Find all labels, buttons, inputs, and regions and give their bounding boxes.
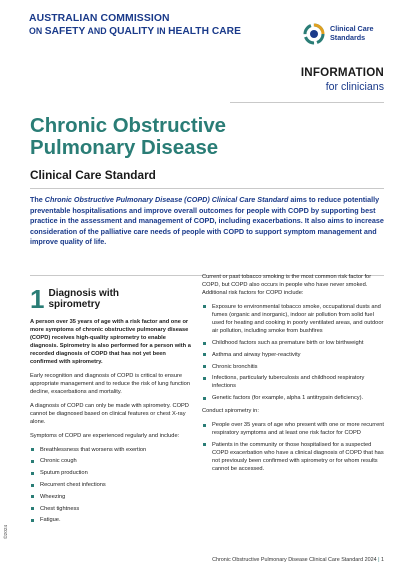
list-item: Childhood factors such as premature birth or low birthweight — [202, 339, 384, 347]
logo-line2: Standards — [330, 33, 366, 42]
intro-paragraph: The Chronic Obstructive Pulmonary Disease (COPD) Clinical Care Standard aims to reduce potentially preventable hospitalisations and improve overall outcomes for people with COPD by supporting best practice in the assessment and management of COPD, including exacerbations. It also aims to increase consideration of the palliative care needs of people with COPD to support symptom management and improve quality of life. — [30, 195, 384, 247]
quality-statement: A person over 35 years of age with a risk factor and one or more symptoms of chronic obstructive pulmonary disease (COPD) receives high-quality spirometry to enable diagnosis. Spirometry is also performed for a person with a recorded diagnosis of COPD that has not yet been confirmed with spirometry. — [30, 319, 191, 366]
footer-text: Chronic Obstructive Pulmonary Disease Clinical Care Standard 2024 — [212, 557, 377, 563]
standard-name: Chronic Obstructive Pulmonary Disease (COPD) Clinical Care Standard — [44, 195, 289, 204]
page-subtitle: Clinical Care Standard — [30, 168, 156, 182]
list-item: Wheezing — [30, 493, 193, 501]
page-title — [30, 115, 226, 159]
paragraph: Early recognition and diagnosis of COPD is critical to ensure appropriate management and to reduce the risk of lung function decline, exacerbations and mortality. — [30, 373, 190, 396]
page-title-line1: Chronic Obstructive — [30, 115, 227, 137]
divider — [30, 188, 384, 189]
org-name-line1: AUSTRALIAN COMMISSION — [29, 13, 170, 24]
for-clinicians-label: for clinicians — [325, 81, 384, 93]
list-item: Exposure to environmental tobacco smoke, occupational dusts and fumes (organic and inorganic), indoor air pollution from solid fuel used for heating and cooking in poorly ventilated areas, and outdoor air pollution, including smoke from bushfires — [202, 303, 384, 335]
audience-label — [301, 66, 384, 94]
footer-separator: | — [378, 557, 380, 563]
list-item: Chest tightness — [30, 505, 193, 513]
clinical-care-standards-logo-icon — [302, 22, 326, 46]
right-column — [202, 273, 384, 478]
list-item: Chronic bronchitis — [202, 363, 384, 371]
page-footer — [212, 557, 384, 563]
list-item: Patients in the community or those hospitalised for a suspected COPD exacerbation who have a clinical diagnosis of COPD that has not previously been confirmed with spirometry or for whom results cannot be accessed. — [202, 441, 384, 473]
org-name-line2: ON SAFETY AND QUALITY IN HEALTH CARE — [29, 26, 241, 37]
list-item: Sputum production — [30, 469, 193, 477]
conduct-spirometry-list — [202, 421, 384, 473]
paragraph: Current or past tobacco smoking is the most common risk factor for COPD, but COPD also occurs in people who have never smoked. Additional risk factors for COPD include: — [202, 274, 372, 297]
paragraph: A diagnosis of COPD can only be made with spirometry. COPD cannot be diagnosed based on clinical features or chest X-ray alone. — [30, 403, 189, 426]
page-title-line2: Pulmonary Disease — [30, 137, 219, 159]
list-item: Breathlessness that worsens with exertion — [30, 446, 193, 454]
paragraph: Symptoms of COPD are experienced regularly and include: — [30, 432, 180, 439]
section-heading — [30, 286, 119, 312]
risk-factors-list — [202, 303, 384, 402]
symptoms-list — [30, 446, 193, 525]
clinical-care-standards-logo — [302, 22, 374, 46]
page-number: 1 — [381, 557, 384, 563]
list-item: Infections, particularly tuberculosis and childhood respiratory infections — [202, 374, 384, 390]
list-item: Fatigue. — [30, 516, 193, 524]
list-item: People over 35 years of age who present with one or more recurrent respiratory symptoms and at least one risk factor for COPD — [202, 421, 384, 437]
left-column — [30, 318, 193, 529]
organisation-name — [29, 13, 241, 38]
divider — [230, 102, 384, 103]
paragraph: Conduct spirometry in: — [202, 408, 259, 415]
list-item: Recurrent chest infections — [30, 481, 193, 489]
publication-code: ©2024 — [4, 524, 9, 539]
section-number: 1 — [30, 284, 45, 314]
list-item: Chronic cough — [30, 457, 193, 465]
list-item: Asthma and airway hyper-reactivity — [202, 351, 384, 359]
information-heading: INFORMATION — [300, 66, 384, 79]
list-item: Genetic factors (for example, alpha 1 antitrypsin deficiency). — [202, 394, 384, 402]
logo-line1: Clinical Care — [330, 24, 374, 34]
section-title: Diagnosis with spirometry — [48, 288, 120, 311]
